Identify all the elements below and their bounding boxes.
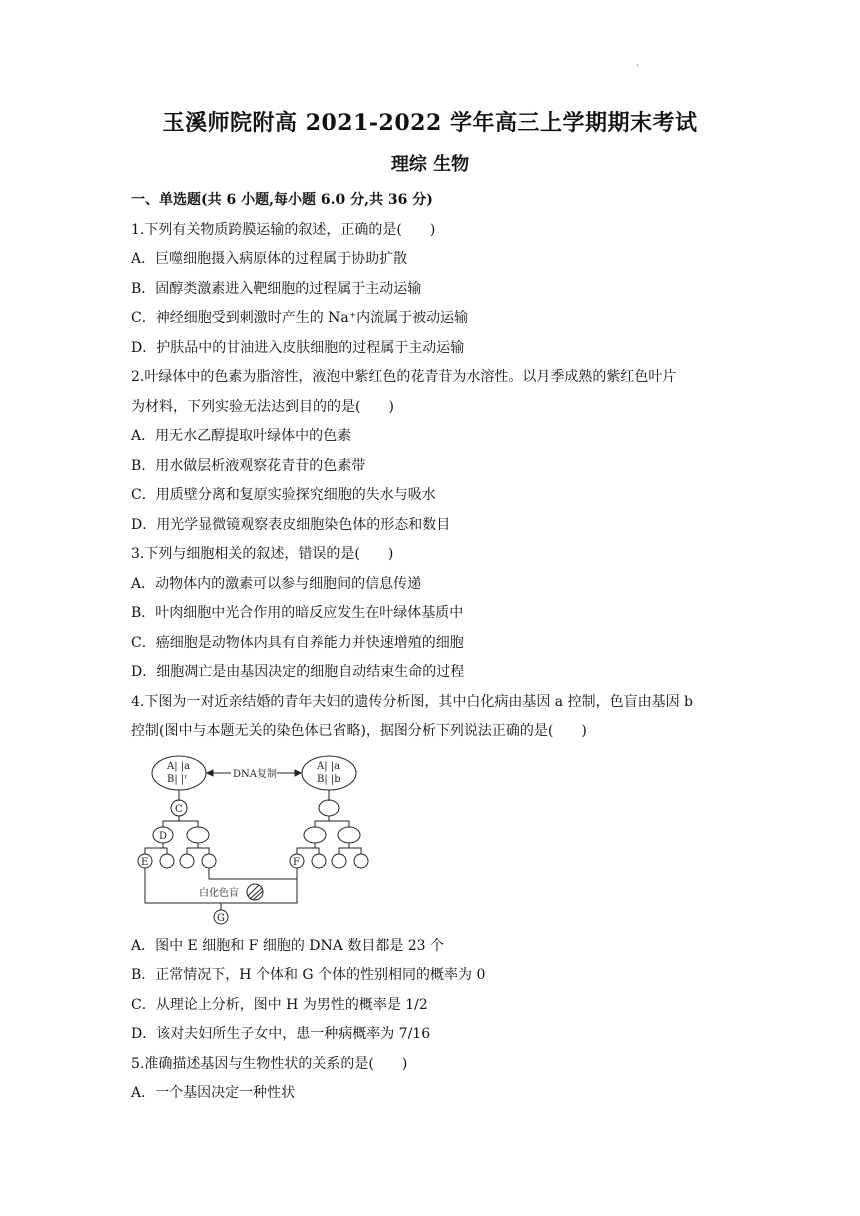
page-title: 玉溪师院附高 2021-2022 学年高三上学期期末考试: [162, 110, 698, 136]
page-subtitle: 理综 生物: [390, 154, 470, 175]
right-cell-top-label: A| |a: [317, 760, 341, 772]
question-4-stem-line-1: 4.下图为一对近亲结婚的青年夫妇的遗传分析图，其中白化病由基因 a 控制，色盲由基因 b: [131, 693, 694, 710]
left-secondary-cell: [187, 827, 209, 843]
question-2-option-d: D．用光学显微镜观察表皮细胞染色体的形态和数目: [131, 516, 451, 533]
question-4-option-b: B．正常情况下，H 个体和 G 个体的性别相同的概率为 0: [131, 967, 486, 983]
genetics-diagram-svg: [131, 755, 371, 930]
question-2-option-b: B．用水做层析液观察花青苷的色素带: [131, 457, 366, 474]
label-c: C: [175, 803, 183, 815]
label-g: G: [217, 912, 225, 924]
question-3-option-b: B．叶肉细胞中光合作用的暗反应发生在叶绿体基质中: [131, 605, 464, 621]
question-2-option-a: A．用无水乙醇提取叶绿体中的色素: [131, 428, 352, 444]
offspring-label: 白化色盲: [199, 887, 239, 899]
left-cell-bottom-label: B| |ʳ: [167, 773, 188, 785]
question-4-option-a: A．图中 E 细胞和 F 细胞的 DNA 数目都是 23 个: [131, 937, 445, 954]
left-gamete-4: [202, 854, 216, 868]
question-1-option-d: D．护肤品中的甘油进入皮肤细胞的过程属于主动运输: [131, 339, 465, 356]
right-branch-2: [297, 843, 361, 854]
right-cell-bottom-label: B| |b: [317, 773, 341, 785]
right-secondary-cell-1: [304, 827, 326, 843]
question-1-stem: 1.下列有关物质跨膜运输的叙述，正确的是( ): [131, 221, 436, 238]
question-4-stem-line-2: 控制(图中与本题无关的染色体已省略)，据图分析下列说法正确的是( ): [131, 723, 587, 739]
left-cell-top-label: A| |a: [167, 760, 191, 772]
right-branch-1: [315, 816, 349, 827]
question-3-option-d: D．细胞凋亡是由基因决定的细胞自动结束生命的过程: [131, 664, 465, 680]
genetics-diagram: [131, 747, 741, 932]
fertilization-line-inner: [209, 868, 297, 879]
left-branch-2: [145, 843, 209, 854]
question-3-stem: 3.下列与细胞相关的叙述，错误的是( ): [131, 546, 394, 562]
question-5-option-a: A．一个基因决定一种性状: [131, 1085, 296, 1101]
question-1-option-b: B．固醇类激素进入靶细胞的过程属于主动运输: [131, 280, 422, 297]
question-2-option-c: C．用质壁分离和复原实验探究细胞的失水与吸水: [131, 487, 436, 503]
left-branch-1: [163, 816, 198, 827]
question-1-option-a: A．巨噬细胞摄入病原体的过程属于协助扩散: [131, 251, 408, 267]
section-heading: 一、单选题(共 6 小题,每小题 6.0 分,共 36 分): [131, 192, 433, 208]
left-gamete-3: [180, 854, 194, 868]
dna-arrow-left-head: [207, 770, 213, 776]
question-2-stem-line-1: 2.叶绿体中的色素为脂溶性，液泡中紫红色的花青苷为水溶性。以月季成熟的紫红色叶片: [131, 369, 677, 385]
label-d: D: [159, 830, 168, 842]
question-3-option-c: C．癌细胞是动物体内具有自养能力并快速增殖的细胞: [131, 634, 464, 651]
right-gamete-4: [354, 854, 368, 868]
right-primary-cell: [319, 800, 339, 816]
label-e: E: [141, 856, 149, 868]
right-secondary-cell-2: [338, 827, 360, 843]
question-3-option-a: A．动物体内的激素可以参与细胞间的信息传递: [131, 575, 422, 592]
dna-arrow-right-head: [295, 770, 301, 776]
page-dot: .: [636, 58, 640, 69]
right-gamete-2: [312, 854, 326, 868]
question-5-stem: 5.准确描述基因与生物性状的关系的是( ): [131, 1055, 408, 1072]
question-2-stem-line-2: 为材料，下列实验无法达到目的的是( ): [131, 398, 394, 415]
left-gamete-2: [160, 854, 174, 868]
right-gamete-3: [332, 854, 346, 868]
exam-content: [131, 186, 741, 1109]
label-f: F: [293, 856, 300, 868]
question-1-option-c: C．神经细胞受到刺激时产生的 Na⁺内流属于被动运输: [131, 310, 469, 326]
question-4-option-c: C．从理论上分析，图中 H 为男性的概率是 1/2: [131, 996, 428, 1013]
dna-label: DNA复制: [233, 768, 277, 780]
question-4-option-d: D．该对夫妇所生子女中，患一种病概率为 7/16: [131, 1026, 431, 1042]
